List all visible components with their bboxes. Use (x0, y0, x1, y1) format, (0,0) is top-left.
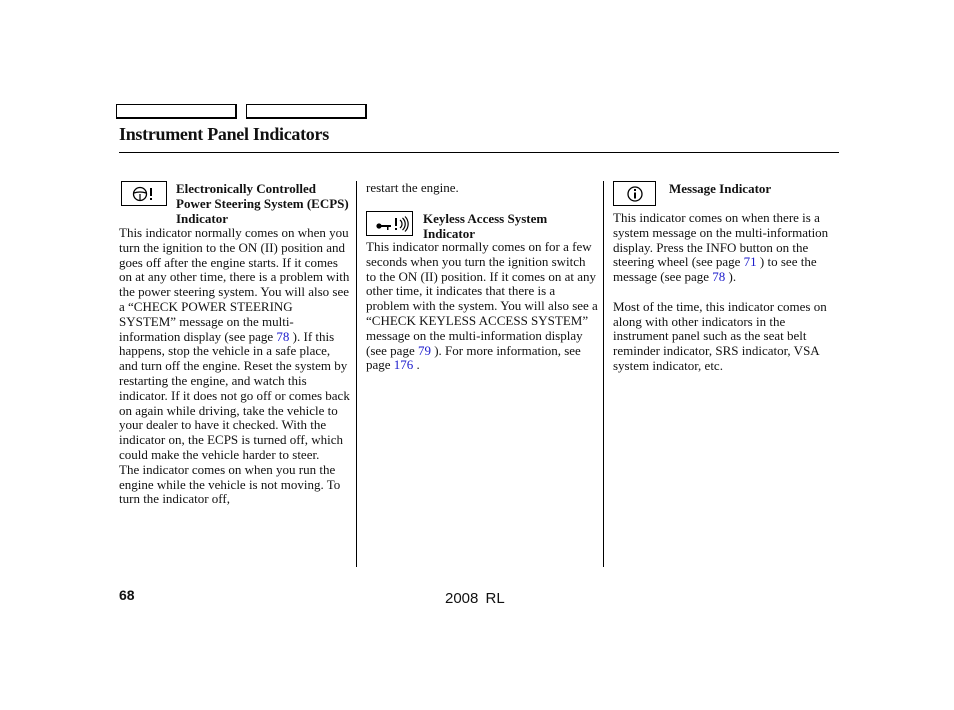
nav-tab-2[interactable] (246, 104, 367, 119)
info-message-icon (626, 185, 644, 203)
message-page-link-2[interactable]: 78 (712, 269, 726, 285)
column-divider-1 (356, 181, 357, 567)
ecps-text-2: ). If this happens, stop the vehicle in a safe place, and turn off the engine. Reset the system by restarting the engine, and watch this indicator. If it does not go off or comes back on again while driving, take the vehicle to your dealer to have it checked. With the indicator on, the ECPS is turned off, which could make the vehicle harder to steer. (119, 328, 350, 462)
ecps-continuation: restart the engine. (366, 180, 459, 195)
message-page-link-1[interactable]: 71 (743, 254, 757, 270)
steering-wheel-warning-icon (127, 185, 161, 203)
footer-model: 2008 RL (445, 590, 505, 607)
nav-tab-1[interactable] (116, 104, 237, 119)
message-text-1: This indicator comes on when there is a system message on the multi-information display. Press the INFO button on the steering wheel (see page (613, 210, 829, 270)
keyless-heading: Keyless Access System Indicator (423, 211, 548, 241)
keyless-page-link-1[interactable]: 79 (417, 342, 431, 358)
ecps-text-1: This indicator normally comes on when you turn the ignition to the ON (II) position and goes off after the engine starts. If it comes on at any other time, there is a problem with the power steering system. You will also see a “CHECK POWER STEERING SYSTEM” message on the multi-information display (see page (119, 225, 350, 344)
ecps-page-link[interactable]: 78 (276, 328, 290, 344)
ecps-indicator-box (121, 181, 167, 206)
keyless-text-3: . (416, 357, 420, 373)
keyless-indicator-box (366, 211, 413, 236)
message-body (613, 211, 839, 374)
message-indicator-box (613, 181, 656, 206)
ecps-body (119, 226, 351, 507)
page-number: 68 (119, 587, 135, 603)
page-title: Instrument Panel Indicators (119, 124, 329, 144)
column-divider-2 (603, 181, 604, 567)
message-text-2: ) to see the message (see page (613, 254, 817, 285)
keyless-body (366, 240, 598, 373)
message-heading: Message Indicator (669, 181, 772, 196)
title-divider (119, 152, 839, 153)
message-text-3: ). (728, 269, 737, 285)
ecps-text-3: The indicator comes on when you run the engine while the vehicle is not moving. To turn the indicator off, (119, 461, 341, 507)
keyless-page-link-2[interactable]: 176 (393, 357, 414, 373)
keyless-text-2: ). For more information, see page (366, 342, 581, 373)
message-text-4: Most of the time, this indicator comes on along with other indicators in the instrument panel such as the seat belt reminder indicator, SRS indicator, VSA system indicator, etc. (613, 298, 827, 373)
ecps-heading: Electronically Controlled Power Steering System (ECPS) Indicator (176, 181, 349, 226)
keyless-text-1: This indicator normally comes on for a few seconds when you turn the ignition switch to the ON (II) position. If it comes on at any other time, it indicates that there is a problem with the system. You will also see a “CHECK KEYLESS ACCESS SYSTEM” message on the multi-information display (see page (366, 239, 598, 358)
keyless-access-icon (371, 215, 409, 233)
